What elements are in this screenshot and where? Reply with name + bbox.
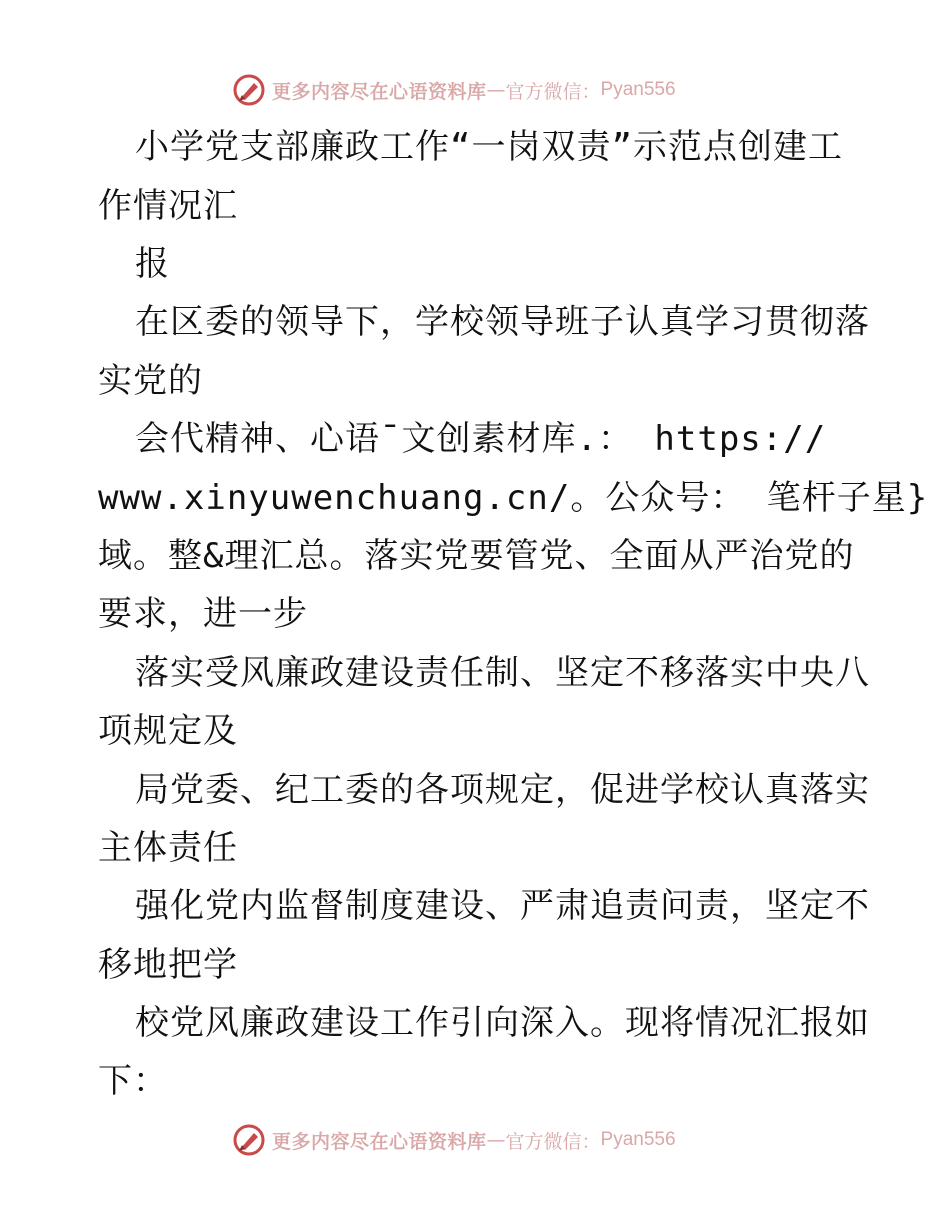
title-line-1: 小学党支部廉政工作“一岗双责”示范点创建工 (135, 127, 843, 167)
watermark-text: 更多内容尽在心语资料库 (272, 80, 487, 103)
paragraph-line: 要求，进一步 (98, 594, 308, 634)
paragraph-line: 实党的 (98, 361, 203, 401)
paragraph-line: 在区委的领导下，学校领导班子认真学习贯彻落 (135, 302, 870, 342)
paragraph-line: 落实受风廉政建设责任制、坚定不移落实中央八 (135, 653, 870, 693)
paragraph-line: 强化党内监督制度建设、严肃追责问责，坚定不 (135, 886, 870, 926)
title-line-3: 报 (135, 244, 170, 284)
title-line-2: 作情况汇 (98, 186, 238, 226)
watermark-contact-label: 官方微信： (505, 1130, 601, 1153)
watermark-contact-label: 官方微信： (505, 80, 601, 103)
watermark-dash: — (486, 1129, 506, 1151)
watermark-contact-id: Pyan556 (600, 1129, 676, 1150)
paragraph-line: 主体责任 (98, 828, 238, 868)
paragraph-line: 下： (98, 1061, 168, 1101)
paragraph-line: 域。整&理汇总。落实党要管党、全面从严治党的 (98, 536, 855, 576)
paragraph-line: www.xinyuwenchuang.cn/。公众号： 笔杆子星} (98, 478, 929, 518)
paragraph-line: 项规定及 (98, 711, 238, 751)
header-watermark (232, 72, 676, 108)
paragraph-line: 局党委、纪工委的各项规定，促进学校认真落实 (135, 770, 870, 810)
pen-nib-icon (232, 1123, 266, 1157)
paragraph-line: 会代精神、心语¯文创素材库.： https:// (135, 419, 827, 459)
paragraph-line: 移地把学 (98, 945, 238, 985)
watermark-text: 更多内容尽在心语资料库 (272, 1130, 487, 1153)
watermark-dash: — (486, 79, 506, 101)
pen-nib-icon (232, 73, 266, 107)
paragraph-line: 校党风廉政建设工作引向深入。现将情况汇报如 (135, 1003, 870, 1043)
watermark-contact-id: Pyan556 (600, 79, 676, 100)
footer-watermark (232, 1122, 676, 1158)
